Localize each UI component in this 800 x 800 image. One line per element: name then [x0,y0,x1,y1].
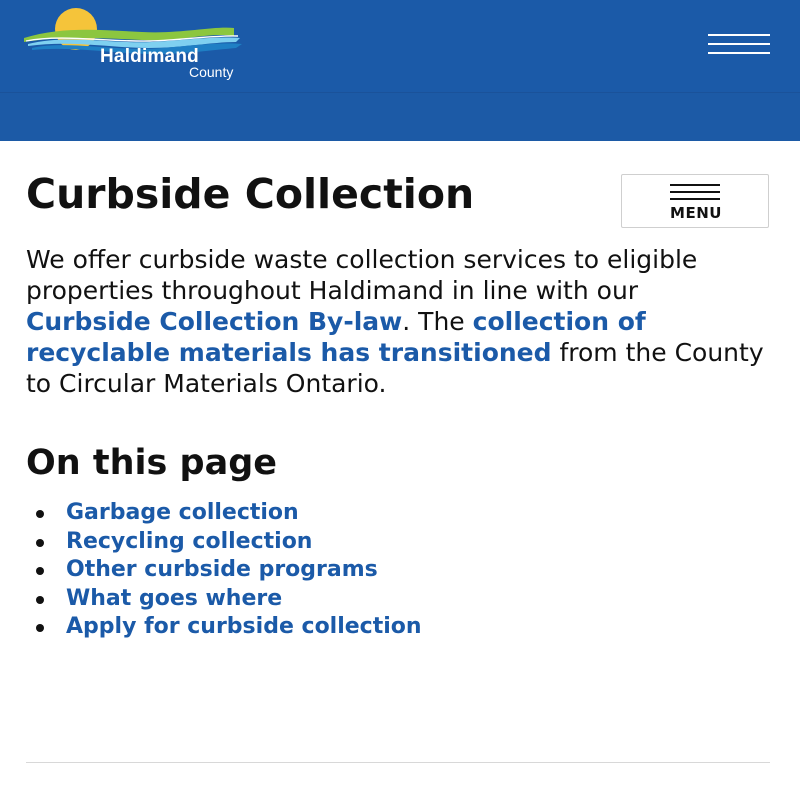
toc-link-what-goes-where[interactable]: What goes where [66,585,283,611]
bullet-icon [36,510,44,518]
list-item [26,613,771,642]
page-title: Curbside Collection [26,170,475,218]
toc-link-garbage[interactable]: Garbage collection [66,500,299,525]
logo-name: Haldimand [100,46,199,67]
toc-link-apply[interactable]: Apply for curbside collection [66,614,422,639]
hamburger-menu-icon[interactable] [708,34,770,56]
section-divider [26,762,770,763]
intro-text-2: . The [402,307,473,336]
recyclable-transition-link[interactable]: collection of recyclable materials has transitioned [26,307,646,367]
logo-subtitle: County [189,64,234,80]
logo-link[interactable] [0,0,280,90]
header-band [0,92,800,141]
menu-button-label: MENU [670,204,722,222]
list-item [26,585,771,614]
intro-text-1: We offer curbside waste collection services to eligible properties throughout Haldimand in line with our [26,245,698,305]
list-item [26,556,771,585]
intro-paragraph [26,244,766,399]
list-item [26,528,771,557]
list-item [26,499,771,528]
bullet-icon [36,624,44,632]
on-this-page-list [26,499,771,642]
intro-text-3: from the County to Circular Materials Ontario. [26,338,764,398]
on-this-page-title: On this page [26,443,277,483]
site-header [0,0,800,140]
bullet-icon [36,596,44,604]
bullet-icon [36,539,44,547]
curbside-bylaw-link[interactable]: Curbside Collection By-law [26,307,403,336]
toc-link-recycling[interactable]: Recycling collection [66,528,313,554]
toc-link-other-programs[interactable]: Other curbside programs [66,557,378,582]
bullet-icon [36,567,44,575]
main-content [26,170,771,642]
